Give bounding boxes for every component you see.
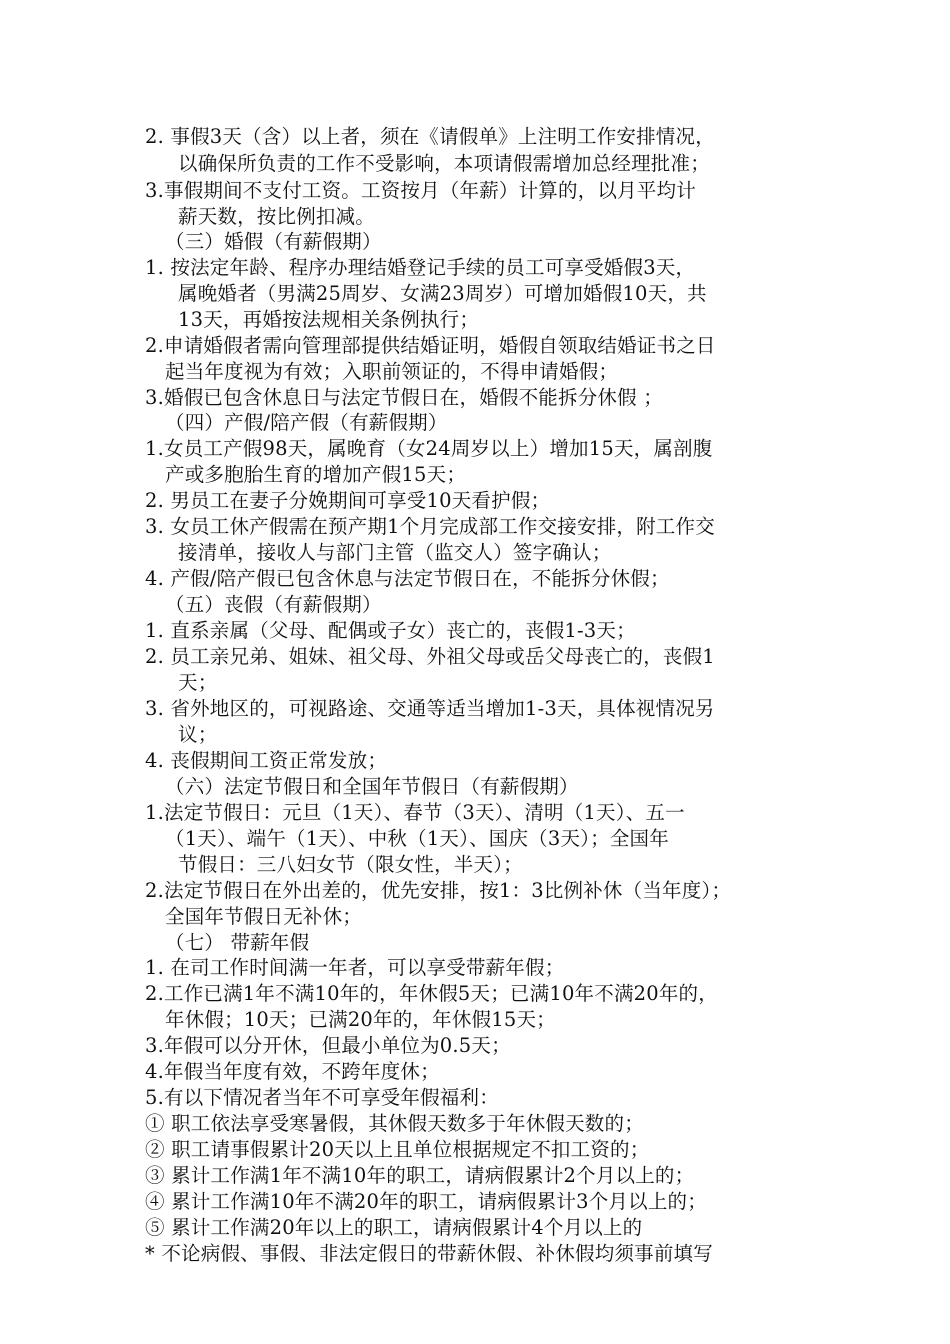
text-line: 2.法定节假日在外出差的，优先安排，按1：3比例补休（当年度）； <box>145 879 732 902</box>
text-line: ① 职工依法享受寒暑假，其休假天数多于年休假天数的； <box>145 1112 644 1135</box>
section-heading: （五）丧假（有薪假期） <box>165 593 382 616</box>
text-line: 2.工作已满1年不满10年的，年休假5天；已满10年不满20年的， <box>145 982 718 1005</box>
text-line: 3. 省外地区的，可视路途、交通等适当增加1-3天，具体视情况另 <box>145 697 715 720</box>
section-heading: （三）婚假（有薪假期） <box>165 230 382 253</box>
text-line: 13天，再婚按法规相关条例执行； <box>178 308 480 331</box>
text-line: 1. 在司工作时间满一年者，可以享受带薪年假； <box>145 956 565 979</box>
text-line: 1.女员工产假98天，属晚育（女24周岁以上）增加15天，属剖腹 <box>145 437 713 460</box>
text-line: 产或多胞胎生育的增加产假15天； <box>165 463 467 486</box>
text-line: 薪天数，按比例扣减。 <box>178 205 376 228</box>
text-line: 5.有以下情况者当年不可享受年假福利： <box>145 1086 499 1109</box>
section-heading: （六）法定节假日和全国年节假日（有薪假期） <box>165 775 579 798</box>
text-line: 起当年度视为有效；入职前领证的，不得申请婚假； <box>165 360 619 383</box>
text-line: 2.申请婚假者需向管理部提供结婚证明，婚假自领取结婚证书之日 <box>145 334 716 357</box>
text-line: 3.事假期间不支付工资。工资按月（年薪）计算的，以月平均计 <box>145 179 696 202</box>
text-line: 1. 直系亲属（父母、配偶或子女）丧亡的，丧假1-3天； <box>145 619 636 642</box>
text-line: 2. 事假3天（含）以上者，须在《请假单》上注明工作安排情况， <box>145 125 715 148</box>
text-line: ② 职工请事假累计20天以上且单位根据规定不扣工资的； <box>145 1138 650 1161</box>
text-line: 4. 丧假期间工资正常发放； <box>145 749 388 772</box>
text-line: 天； <box>178 671 218 694</box>
text-line: 2. 员工亲兄弟、姐妹、祖父母、外祖父母或岳父母丧亡的，丧假1 <box>145 645 715 668</box>
text-line: （1天）、端午（1天）、中秋（1天）、国庆（3天）；全国年 <box>165 827 669 850</box>
text-line: 节假日：三八妇女节（限女性，半天）； <box>178 853 523 876</box>
text-line: 4. 产假/陪产假已包含休息与法定节假日在，不能拆分休假； <box>145 567 670 590</box>
text-line: 议； <box>178 723 218 746</box>
text-line: 3.年假可以分开休，但最小单位为0.5天； <box>145 1034 511 1057</box>
text-line: ④ 累计工作满10年不满20年的职工，请病假累计3个月以上的； <box>145 1190 707 1213</box>
text-line: 4.年假当年度有效，不跨年度休； <box>145 1060 440 1083</box>
text-line: 3.婚假已包含休息日与法定节假日在，婚假不能拆分休假 ； <box>145 386 663 409</box>
text-line: ⑤ 累计工作满20年以上的职工，请病假累计4个月以上的 <box>145 1216 643 1239</box>
text-line: 以确保所负责的工作不受影响，本项请假需增加总经理批准； <box>178 152 710 175</box>
section-heading: （四）产假/陪产假（有薪假期） <box>165 411 448 434</box>
text-line: * 不论病假、事假、非法定假日的带薪休假、补休假均须事前填写 <box>145 1242 713 1265</box>
text-line: 年休假；10天；已满20年的，年休假15天； <box>165 1008 556 1031</box>
text-line: 1. 按法定年龄、程序办理结婚登记手续的员工可享受婚假3天， <box>145 256 696 279</box>
text-line: 接清单，接收人与部门主管（监交人）签字确认； <box>178 541 612 564</box>
section-heading: （七） 带薪年假 <box>165 931 310 954</box>
text-line: 1.法定节假日：元旦（1天）、春节（3天）、清明（1天）、五一 <box>145 801 685 824</box>
text-line: 2. 男员工在妻子分娩期间可享受10天看护假； <box>145 489 551 512</box>
text-line: 全国年节假日无补休； <box>165 905 363 928</box>
text-line: 属晚婚者（男满25周岁、女满23周岁）可增加婚假10天，共 <box>178 282 707 305</box>
text-line: 3. 女员工休产假需在预产期1个月完成部工作交接安排，附工作交 <box>145 515 715 538</box>
text-line: ③ 累计工作满1年不满10年的职工，请病假累计2个月以上的； <box>145 1164 695 1187</box>
